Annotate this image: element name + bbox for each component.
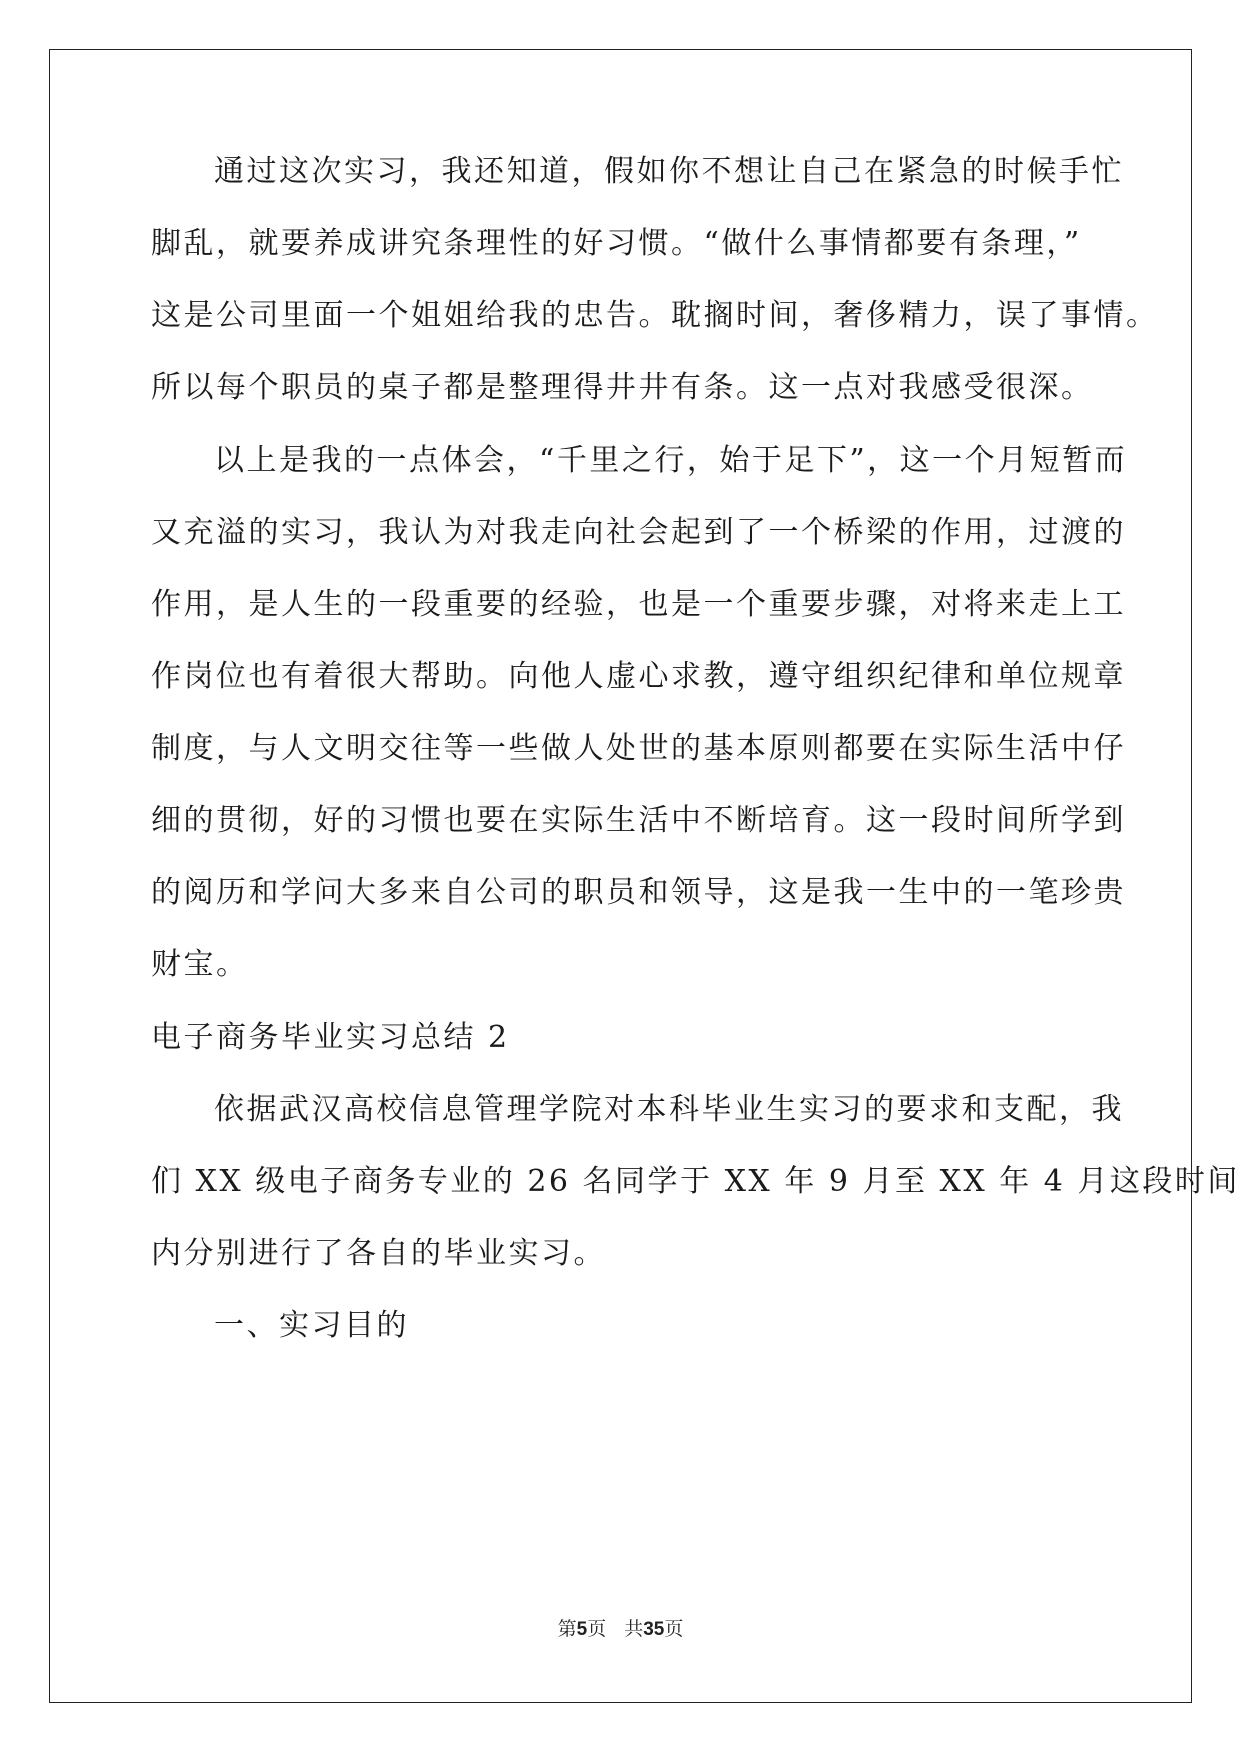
- paragraph-line: 细的贯彻，好的习惯也要在实际生活中不断培育。这一段时间所学到: [151, 803, 1126, 838]
- paragraph-line: 作用，是人生的一段重要的经验，也是一个重要步骤，对将来走上工: [151, 587, 1126, 622]
- paragraph-line: 以上是我的一点体会，“千里之行，始于足下”，这一个月短暂而: [214, 443, 1128, 478]
- paragraph-line: 的阅历和学问大多来自公司的职员和领导，这是我一生中的一笔珍贵: [151, 875, 1126, 910]
- paragraph-line: 内分别进行了各自的毕业实习。: [151, 1236, 606, 1271]
- paragraph-line: 作岗位也有着很大帮助。向他人虚心求教，遵守组织纪律和单位规章: [151, 659, 1126, 694]
- subsection-heading: 一、实习目的: [214, 1308, 409, 1343]
- page-footer: [0, 1617, 1241, 1642]
- footer-page-suffix: 页: [587, 1618, 607, 1640]
- paragraph-line: 通过这次实习，我还知道，假如你不想让自己在紧急的时候手忙: [214, 154, 1124, 189]
- paragraph-line: 财宝。: [151, 947, 249, 982]
- paragraph-line: 又充溢的实习，我认为对我走向社会起到了一个桥梁的作用，过渡的: [151, 515, 1126, 550]
- paragraph-line: 依据武汉高校信息管理学院对本科毕业生实习的要求和支配，我: [214, 1092, 1124, 1127]
- footer-total-prefix: 共: [624, 1618, 644, 1640]
- footer-total-pages: 35: [643, 1619, 665, 1640]
- footer-total-suffix: 页: [664, 1618, 684, 1640]
- paragraph-line: 这是公司里面一个姐姐给我的忠告。耽搁时间，奢侈精力，误了事情。: [151, 298, 1159, 333]
- footer-page-number: 5: [576, 1619, 588, 1640]
- paragraph-line: 脚乱，就要养成讲究条理性的好习惯。“做什么事情都要有条理，”: [151, 226, 1082, 261]
- footer-page-prefix: 第: [557, 1618, 577, 1640]
- paragraph-line: 制度，与人文明交往等一些做人处世的基本原则都要在实际生活中仔: [151, 731, 1126, 766]
- section-heading: 电子商务毕业实习总结 2: [151, 1020, 510, 1055]
- paragraph-line: 所以每个职员的桌子都是整理得井井有条。这一点对我感受很深。: [151, 370, 1094, 405]
- paragraph-line: 们 XX 级电子商务专业的 26 名同学于 XX 年 9 月至 XX 年 4 月这段时间: [151, 1164, 1240, 1199]
